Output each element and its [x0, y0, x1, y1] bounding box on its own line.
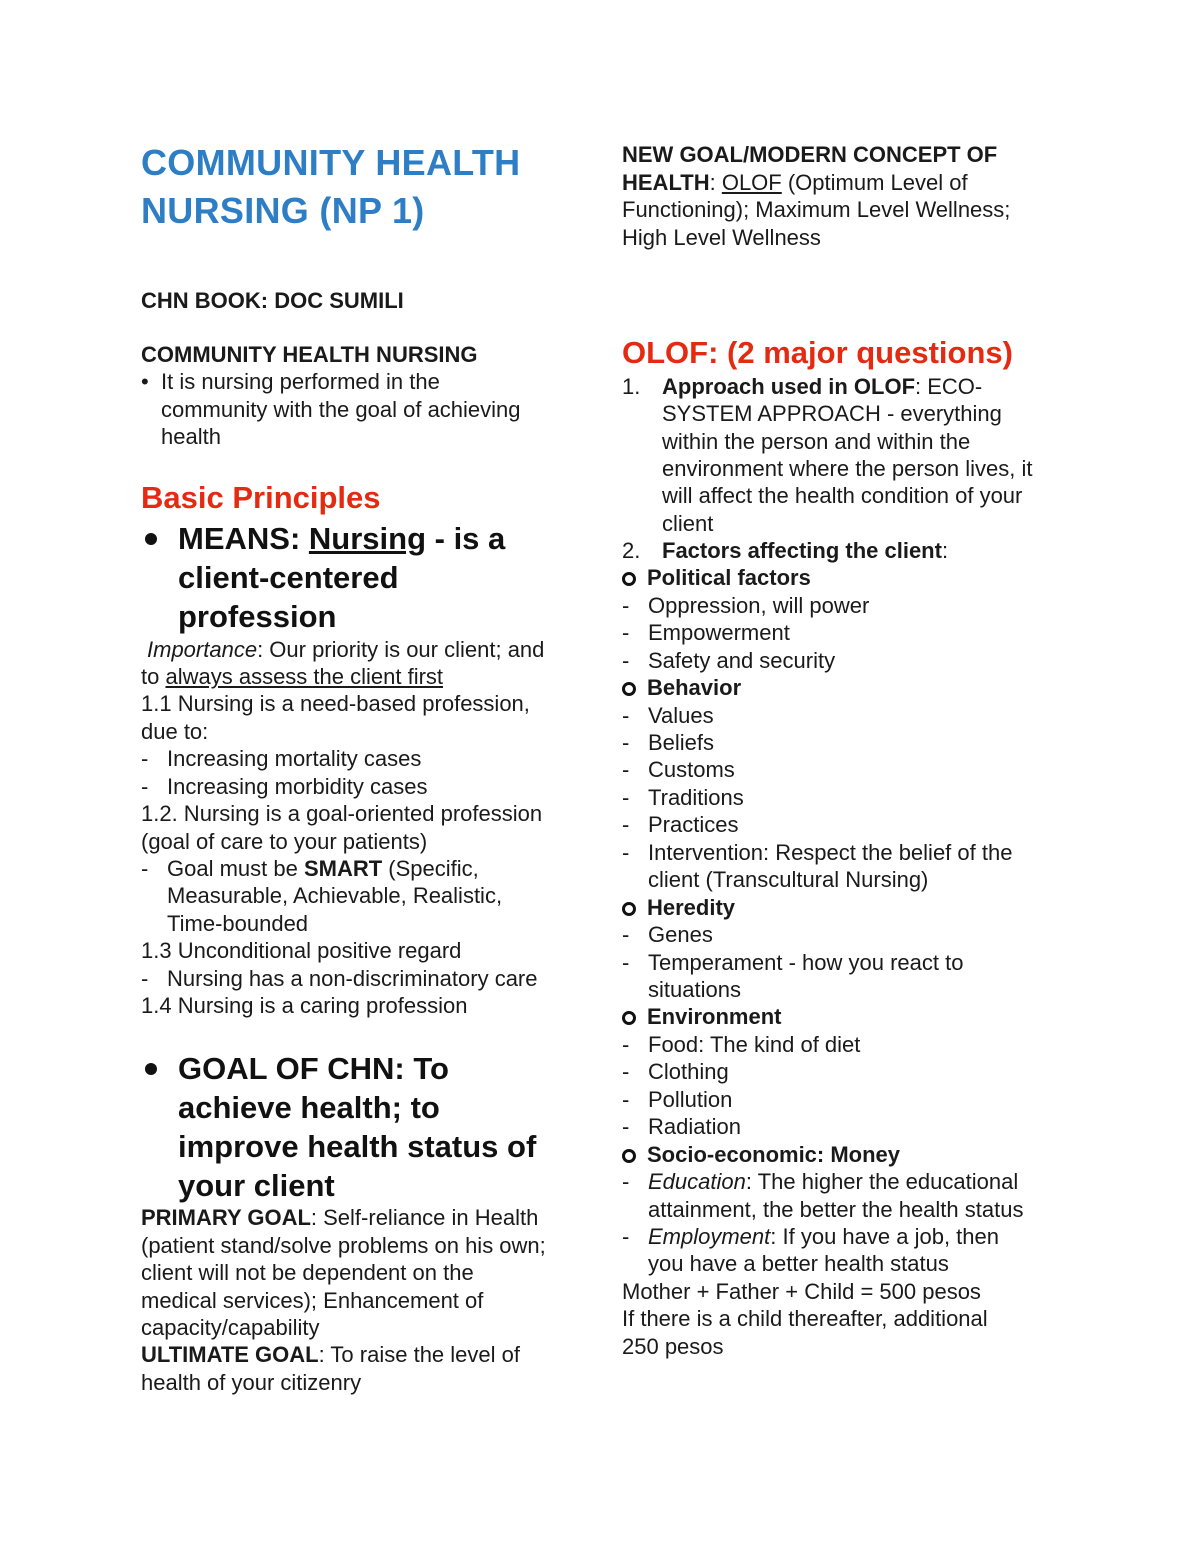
item-1-2-line-1: 1.2. Nursing is a goal-oriented profession	[141, 801, 543, 826]
olof-rest: (Optimum Level of	[781, 170, 968, 195]
question-2-label: Factors affecting the client	[662, 538, 942, 563]
doc-title-line-1: COMMUNITY HEALTH	[141, 142, 521, 183]
factor-label: Behavior	[647, 675, 742, 700]
list-item-text: Food: The kind of diet	[648, 1032, 861, 1057]
list-item-text: Values	[648, 703, 714, 728]
employment-text: : If you have a job, then	[770, 1224, 999, 1249]
list-item-text: Increasing mortality cases	[167, 746, 422, 771]
list-item-text: Pollution	[648, 1087, 733, 1112]
ultimate-goal-line-2: health of your citizenry	[141, 1370, 362, 1395]
smart-post: (Specific,	[382, 856, 479, 881]
nursing-word: Nursing	[308, 521, 427, 556]
employment-line-2: you have a better health status	[648, 1251, 949, 1276]
primary-goal-label: PRIMARY GOAL	[141, 1205, 311, 1230]
list-item-text: Safety and security	[648, 648, 836, 673]
question-1-number: 1.	[622, 374, 641, 399]
question-2-text: :	[941, 538, 949, 563]
new-goal-line-2	[622, 169, 968, 196]
primary-goal-line	[141, 1204, 538, 1231]
closing-line-3: 250 pesos	[622, 1334, 724, 1359]
factor-label: Political factors	[647, 565, 811, 590]
smart-line-3: Time-bounded	[167, 911, 309, 936]
olof-term: OLOF	[721, 170, 782, 195]
question-1-line-1	[662, 373, 982, 400]
circle-bullet-icon	[622, 682, 636, 696]
means-line-1	[178, 519, 505, 558]
importance-label: Importance	[147, 637, 258, 662]
item-1-3: 1.3 Unconditional positive regard	[141, 938, 462, 963]
always-assess-text: always assess the client first	[165, 664, 444, 689]
item-1-1-line-2: due to:	[141, 719, 209, 744]
primary-goal-line-2: (patient stand/solve problems on his own;	[141, 1233, 546, 1258]
chn-definition-line-2: community with the goal of achieving	[161, 397, 521, 422]
list-item-text: Temperament - how you react to	[648, 950, 964, 975]
factor-label: Heredity	[647, 895, 736, 920]
list-item-text: Traditions	[648, 785, 744, 810]
primary-goal-line-5: capacity/capability	[141, 1315, 320, 1340]
list-item-text: Intervention: Respect the belief of the	[648, 840, 1013, 865]
question-1-label: Approach used in OLOF	[662, 374, 916, 399]
ultimate-goal-label: ULTIMATE GOAL	[141, 1342, 319, 1367]
chn-definition-line-1: It is nursing performed in the	[161, 369, 440, 394]
means-line-3: profession	[178, 599, 337, 634]
primary-goal-text: : Self-reliance in Health	[310, 1205, 539, 1230]
smart-pre: Goal must be	[167, 856, 304, 881]
question-2-number: 2.	[622, 538, 641, 563]
importance-line	[147, 636, 544, 663]
circle-bullet-icon	[622, 1011, 636, 1025]
list-item-text: Nursing has a non-discriminatory care	[167, 966, 538, 991]
factor-label: Socio-economic: Money	[647, 1142, 901, 1167]
document-page: COMMUNITY HEALTH NURSING (NP 1) CHN BOOK: DOC SUMILI COMMUNITY HEALTH NURSING • It is nursing performed in the community with the goal of achieving health Basic Principles MEANS: Nursing - is a client-centered profession Importance: Our priority is our client; and to always assess the client first 1.1 Nursing is a need-based profession, due to: - Increasing mortality cases - Increasing morbidity cases 1.2. Nursing is a goal-oriented profession (goal of care to your patients) - Goal must be SMART (Specific, Measurable, Achievable, Realistic, Time-bounded 1.3 Unconditional positive regard - Nursing has a non-discriminatory care 1.4 Nursing is a caring profession GOAL OF CHN: To achieve health; to improve health status of your client PRIMARY GOAL: Self-reliance in Health (patient stand/solve problems on his own; client will not be dependent on the medical services); Enhancement of capacity/capability ULTIMATE GOAL: To raise the level of health of your citizenry NEW GOAL/MODERN CONCEPT OF HEALTH: OLOF (Optimum Level of Functioning); Maximum Level Wellness; High Level Wellness OLOF: (2 major questions) 1. Approach used in OLOF: ECO- SYSTEM APPROACH - everything within the person and within the environment where the person lives, it will affect the health condition of your client 2. Factors affecting the client: Political factors - Oppression, will power - Empowerment - Safety and security Behavior - Values - Beliefs - Customs - Traditions - Practices - Intervention: Respect the belief of the client (Transcultural Nursing) Heredity - Genes - Temperament - how you react to situations Environment - Food: The kind of diet - Clothing - Pollution - Radiation Socio-economic: Money - Education: The higher the educational attainment, the better the health status - Employment: If you have a job, then you have a better health status Mother + Father + Child = 500 pesos If there is a child thereafter, additional 250 pesos	[0, 0, 1200, 1553]
heredity-continuation: situations	[648, 977, 741, 1002]
circle-bullet-icon	[622, 1149, 636, 1163]
health-label: HEALTH	[622, 170, 710, 195]
factor-label: Environment	[647, 1004, 782, 1029]
item-1-1-line-1: 1.1 Nursing is a need-based profession,	[141, 691, 530, 716]
basic-principles-heading: Basic Principles	[141, 480, 381, 515]
question-1-line-2: SYSTEM APPROACH - everything	[662, 401, 1002, 426]
list-item-text: Empowerment	[648, 620, 790, 645]
list-item-text: Customs	[648, 757, 735, 782]
goal-bullet	[145, 1063, 157, 1075]
list-item-text: Practices	[648, 812, 739, 837]
list-item-text: Beliefs	[648, 730, 715, 755]
list-item-text: Oppression, will power	[648, 593, 870, 618]
primary-goal-line-4: medical services); Enhancement of	[141, 1288, 484, 1313]
primary-goal-line-3: client will not be dependent on the	[141, 1260, 474, 1285]
circle-bullet-icon	[622, 902, 636, 916]
item-1-4: 1.4 Nursing is a caring profession	[141, 993, 468, 1018]
question-1-line-6: client	[662, 511, 714, 536]
question-1-line-3: within the person and within the	[662, 429, 971, 454]
means-rest: - is a	[426, 521, 506, 556]
question-1-line-4: environment where the person lives, it	[662, 456, 1033, 481]
colon: :	[709, 170, 722, 195]
behavior-continuation: client (Transcultural Nursing)	[648, 867, 929, 892]
closing-line-2: If there is a child thereafter, additional	[622, 1306, 988, 1331]
chn-definition-line-3: health	[161, 424, 221, 449]
education-line	[648, 1168, 1018, 1195]
always-assess-line	[141, 663, 443, 690]
doc-title-line-2: NURSING (NP 1)	[141, 190, 425, 231]
chn-bullet-mark: •	[141, 369, 149, 394]
new-goal-line-1: NEW GOAL/MODERN CONCEPT OF	[622, 142, 998, 167]
means-bullet	[145, 533, 157, 545]
means-line-2: client-centered	[178, 560, 399, 595]
education-text: : The higher the educational	[745, 1169, 1019, 1194]
list-item-text: Clothing	[648, 1059, 729, 1084]
importance-text: : Our priority is our client; and	[257, 637, 545, 662]
employment-label: Employment	[648, 1224, 771, 1249]
closing-line-1: Mother + Father + Child = 500 pesos	[622, 1279, 981, 1304]
education-label: Education	[648, 1169, 746, 1194]
ultimate-goal-text: : To raise the level of	[318, 1342, 520, 1367]
goal-line-3: improve health status of	[178, 1129, 537, 1164]
new-goal-line-3: Functioning); Maximum Level Wellness;	[622, 197, 1011, 222]
employment-line	[648, 1223, 999, 1250]
smart-line-1	[167, 855, 479, 882]
book-reference: CHN BOOK: DOC SUMILI	[141, 288, 404, 313]
question-1-text: : ECO-	[915, 374, 983, 399]
goal-line-1: GOAL OF CHN: To	[178, 1051, 449, 1086]
item-1-2-line-2: (goal of care to your patients)	[141, 829, 428, 854]
list-item-text: Increasing morbidity cases	[167, 774, 428, 799]
question-1-line-5: will affect the health condition of your	[662, 483, 1023, 508]
list-item-text: Genes	[648, 922, 713, 947]
new-goal-line-4: High Level Wellness	[622, 225, 821, 250]
list-item-text: Radiation	[648, 1114, 741, 1139]
means-label: MEANS:	[178, 521, 309, 556]
olof-heading: OLOF: (2 major questions)	[622, 335, 1013, 370]
chn-heading: COMMUNITY HEALTH NURSING	[141, 342, 478, 367]
to-word: to	[141, 664, 166, 689]
goal-line-2: achieve health; to	[178, 1090, 440, 1125]
ultimate-goal-line	[141, 1341, 520, 1368]
education-line-2: attainment, the better the health status	[648, 1197, 1024, 1222]
goal-line-4: your client	[178, 1168, 335, 1203]
circle-bullet-icon	[622, 572, 636, 586]
smart-acronym: SMART	[303, 856, 383, 881]
question-2-line	[662, 537, 948, 564]
smart-line-2: Measurable, Achievable, Realistic,	[167, 883, 503, 908]
